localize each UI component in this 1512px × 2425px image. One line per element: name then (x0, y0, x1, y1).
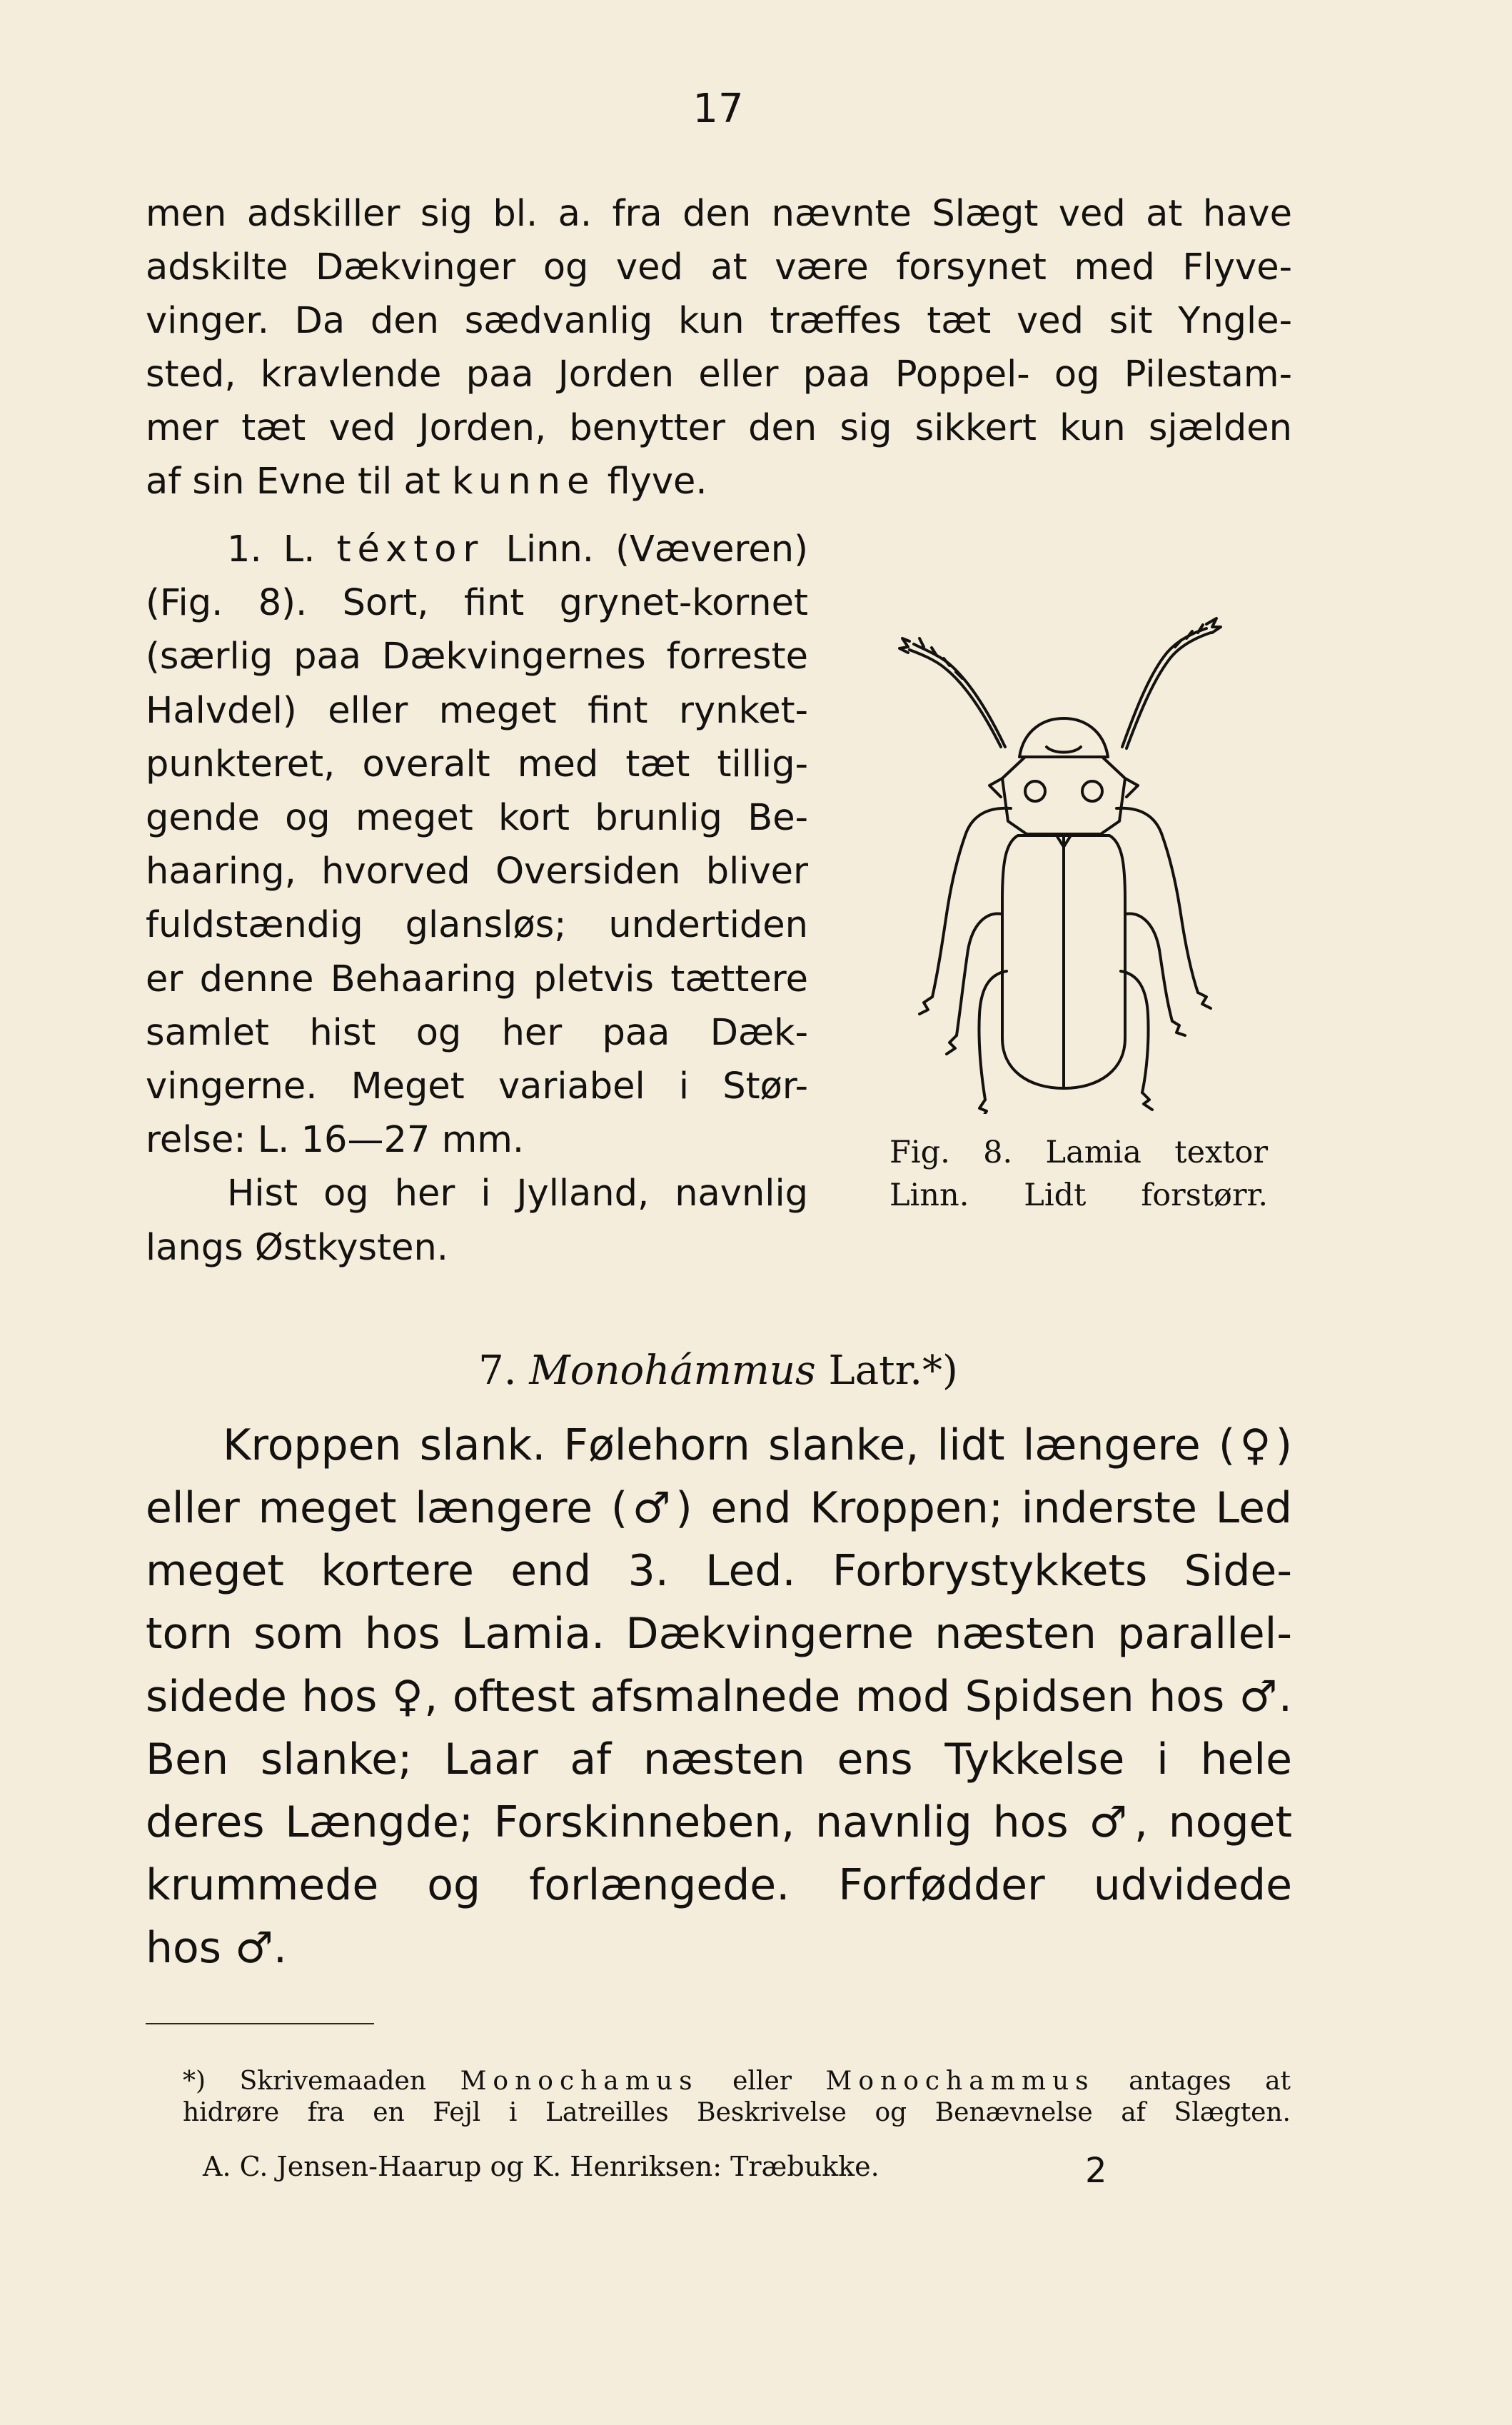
species-line: samlet hist og her paa Dæk- (146, 1011, 808, 1054)
species-line: (Fig. 8). Sort, fint grynet-kornet (146, 582, 808, 625)
beetle-illustration-icon (850, 543, 1278, 1114)
description-line: deres Længde; Forskinneben, navnlig hos ♂, noget (146, 1797, 1292, 1847)
intro-line-last (146, 455, 1292, 508)
species-heading-line (146, 523, 808, 576)
genus-authority: Latr.*) (828, 1347, 958, 1394)
footnote-text: Skrivemaaden (239, 2067, 427, 2096)
species-name: téxtor (336, 528, 485, 571)
genus-description (146, 1414, 1292, 1979)
description-line: Ben slanke; Laar af næsten ens Tykkelse i hele (146, 1734, 1292, 1784)
spaced-word: kunne (452, 461, 596, 503)
species-line: Halvdel) eller meget fint rynket- (146, 689, 808, 732)
footnote-divider (146, 2023, 374, 2024)
species-line: haaring, hvorved Oversiden bliver (146, 850, 808, 893)
description-line: torn som hos Lamia. Dækvingerne næsten parallel- (146, 1609, 1292, 1659)
footnote-text: eller (732, 2067, 792, 2096)
species-line-last: relse: L. 16—27 mm. (146, 1119, 525, 1162)
intro-line: adskilte Dækvinger og ved at være forsynet med Flyve- (146, 246, 1292, 288)
footnote-marker: *) (183, 2067, 206, 2096)
intro-last-suffix: flyve. (607, 461, 707, 503)
intro-last-prefix: af sin Evne til at (146, 461, 440, 503)
figure-caption (889, 1131, 1268, 1217)
intro-line: vinger. Da den sædvanlig kun træffes tæt ved sit Yngle- (146, 300, 1292, 342)
footnote (183, 2066, 1291, 2129)
section-heading (0, 1344, 1436, 1398)
species-line: gende og meget kort brunlig Be- (146, 797, 808, 840)
species-line: (særlig paa Dækvingernes forreste (146, 636, 808, 678)
running-footer: A. C. Jensen-Haarup og K. Henriksen: Træbukke. (203, 2151, 880, 2182)
description-line: meget kortere end 3. Led. Forbrystykkets Side- (146, 1546, 1292, 1596)
description-line: sidede hos ♀, oftest afsmalnede mod Spidsen hos ♂. (146, 1672, 1292, 1722)
species-line: punkteret, overalt med tæt tillig- (146, 743, 808, 785)
intro-line: men adskiller sig bl. a. fra den nævnte Slægt ved at have (146, 193, 1292, 235)
intro-line: mer tæt ved Jorden, benytter den sig sikkert kun sjælden (146, 407, 1292, 449)
signature-number: 2 (1085, 2151, 1107, 2191)
description-line: krummede og forlængede. Forfødder udvidede (146, 1860, 1292, 1910)
figure-caption-line: Linn. Lidt forstørr. (889, 1178, 1268, 1213)
footnote-name: Monochammus (825, 2067, 1095, 2096)
footnote-name: Monochamus (460, 2067, 699, 2096)
species-line: er denne Behaaring pletvis tættere (146, 958, 808, 1000)
footnote-line (183, 2066, 1291, 2097)
footnote-line: hidrøre fra en Fejl i Latreilles Beskrivelse og Benævnelse af Slægten. (183, 2098, 1291, 2127)
footnote-text: antages at (1129, 2067, 1291, 2096)
intro-paragraph (146, 187, 1292, 508)
page-number: 17 (692, 86, 744, 132)
distribution-line: Hist og her i Jylland, navnlig (227, 1173, 808, 1215)
species-line: vingerne. Meget variabel i Stør- (146, 1065, 808, 1108)
description-line: eller meget længere (♂) end Kroppen; inderste Led (146, 1483, 1292, 1533)
species-entry (146, 523, 808, 1275)
distribution-line-last: langs Østkysten. (146, 1226, 448, 1269)
species-rest: Linn. (Væveren) (505, 528, 808, 571)
species-number: 1. L. (227, 528, 316, 571)
intro-line: sted, kravlende paa Jorden eller paa Poppel- og Pilestam- (146, 353, 1292, 396)
figure-8 (850, 543, 1278, 1114)
genus-name: Monohámmus (529, 1347, 816, 1394)
description-line: Kroppen slank. Følehorn slanke, lidt længere (♀) (223, 1420, 1292, 1470)
figure-caption-line: Fig. 8. Lamia textor (889, 1135, 1268, 1170)
section-number: 7. (478, 1347, 517, 1394)
species-line: fuldstændig glansløs; undertiden (146, 904, 808, 947)
description-line-last: hos ♂. (146, 1923, 287, 1973)
